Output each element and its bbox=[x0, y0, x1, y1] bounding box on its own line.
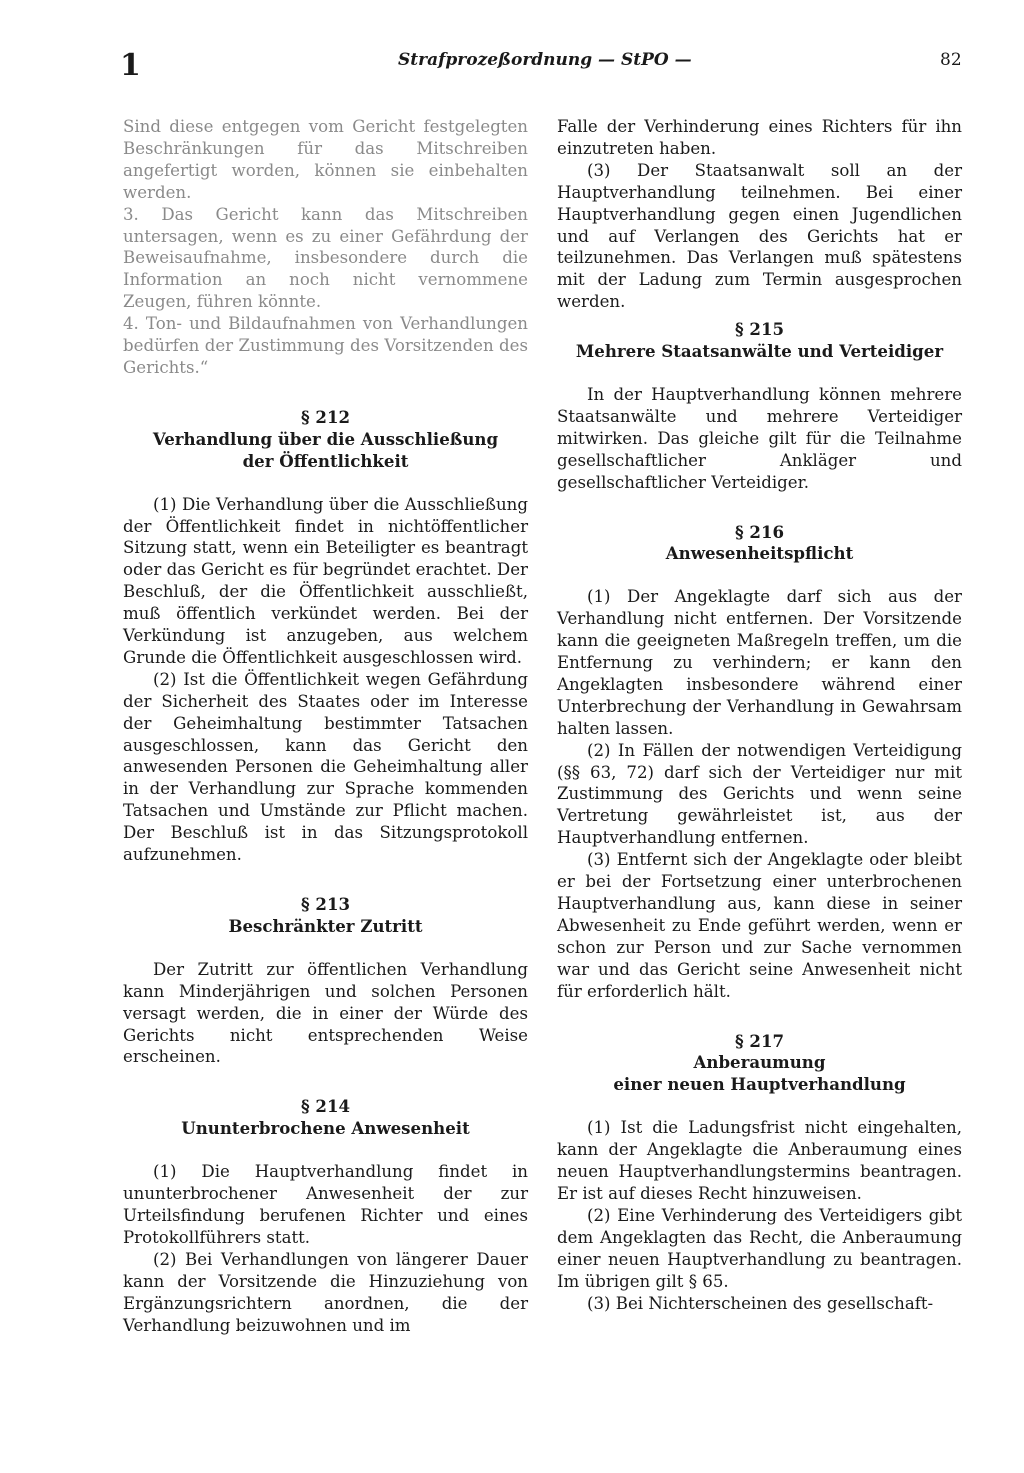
paragraph: (2) In Fällen der notwendigen Verteidigung (§§ 63, 72) darf sich der Verteidiger nur mit Zustimmung des Gerichts und wenn seine Vertretung gewährleistet ist, aus der Hauptverhandlung entfernen. bbox=[557, 740, 962, 848]
chapter-number: 1 bbox=[120, 48, 141, 83]
paragraph: 3. Das Gericht kann das Mitschreiben untersagen, wenn es zu einer Gefährdung der Beweisaufnahme, insbesondere durch die Information an noch nicht vernommene Zeugen, führen könnte. bbox=[123, 204, 528, 312]
paragraph: (2) Ist die Öffentlichkeit wegen Gefährdung der Sicherheit des Staates oder im Interesse der Geheimhaltung bestimmter Tatsachen ausgeschlossen, kann das Gericht den anwesenden Personen die Geheimhaltung aller in der Verhandlung zur Sprache kommenden Tatsachen und Umstände zur Pflicht machen. Der Beschluß ist in das Sitzungsprotokoll aufzunehmen. bbox=[123, 669, 528, 865]
section-number: § 215 bbox=[734, 319, 785, 340]
section-number: § 212 bbox=[300, 406, 351, 427]
paragraph: (3) Der Staatsanwalt soll an der Hauptverhandlung teilnehmen. Bei einer Hauptverhandlung gegen einen Jugendlichen und auf Verlangen des Gerichts hat er teilzunehmen. Das Verlangen muß spätestens mit der Ladung zum Termin ausgesprochen werden. bbox=[557, 160, 962, 312]
section-title: Ununterbrochene Anwesenheit bbox=[181, 1118, 470, 1139]
paragraph: 4. Ton- und Bildaufnahmen von Verhandlungen bedürfen der Zustimmung des Vorsitzenden des Gerichts.“ bbox=[123, 314, 528, 377]
running-title: Strafprozeßordnung — StPO — bbox=[398, 50, 692, 70]
section-number: § 213 bbox=[300, 894, 351, 914]
paragraph: In der Hauptverhandlung können mehrere Staatsanwälte und mehrere Verteidiger mitwirken. Das gleiche gilt für die Teilnahme gesellschaftlicher Ankläger und gesellschaftlicher Verteidiger. bbox=[557, 384, 962, 492]
section-number: § 216 bbox=[734, 521, 785, 542]
section-title: Anberaumung bbox=[693, 1052, 826, 1073]
section-title: Anwesenheitspflicht bbox=[665, 543, 854, 564]
section-title: einer neuen Hauptverhandlung bbox=[613, 1074, 906, 1095]
page-number: 82 bbox=[940, 50, 962, 70]
left-column bbox=[123, 116, 528, 1336]
right-column bbox=[557, 116, 962, 1314]
section-number: § 217 bbox=[734, 1030, 785, 1051]
paragraph: (1) Die Verhandlung über die Ausschließung der Öffentlichkeit findet in nichtöffentlicher Sitzung statt, wenn ein Beteiligter es beantragt oder das Gericht es für begründet erachtet. Der Beschluß, der die Öffentlichkeit ausschließt, muß öffentlich verkündet werden. Bei der Verkündung ist anzugeben, aus welchem Grunde die Öffentlichkeit ausgeschlossen wird. bbox=[123, 494, 528, 667]
section-number: § 214 bbox=[300, 1096, 351, 1117]
paragraph: (3) Bei Nichterscheinen des gesellschaft- bbox=[587, 1293, 934, 1313]
paragraph: (2) Bei Verhandlungen von längerer Dauer kann der Vorsitzende die Hinzuziehung von Ergänzungsrichtern anordnen, die der Verhandlung beizuwohnen und im bbox=[123, 1249, 528, 1335]
section-title: der Öffentlichkeit bbox=[242, 450, 409, 471]
paragraph: (3) Entfernt sich der Angeklagte oder bleibt er bei der Fortsetzung einer unterbrochenen Hauptverhandlung aus, kann diese in seiner Abwesenheit zu Ende geführt werden, wenn er schon zur Person und zur Sache vernommen war und das Gericht seine Anwesenheit nicht für erforderlich hält. bbox=[557, 850, 962, 1001]
section-title: Verhandlung über die Ausschließung bbox=[152, 428, 499, 449]
paragraph: (1) Die Hauptverhandlung findet in ununterbrochener Anwesenheit der zur Urteilsfindung berufenen Richter und eines Protokollführers statt. bbox=[123, 1162, 528, 1247]
section-title: Mehrere Staatsanwälte und Verteidiger bbox=[575, 341, 944, 362]
paragraph: (1) Ist die Ladungsfrist nicht eingehalten, kann der Angeklagte die Anberaumung eines neuen Hauptverhandlungstermins beantragen. Er ist auf dieses Recht hinzuweisen. bbox=[557, 1118, 962, 1203]
paragraph: Sind diese entgegen vom Gericht festgelegten Beschränkungen für das Mitschreiben angefertigt worden, können sie einbehalten werden. bbox=[123, 117, 528, 202]
paragraph: Der Zutritt zur öffentlichen Verhandlung kann Minderjährigen und solchen Personen versagt werden, die in einer der Würde des Gerichts nicht entsprechenden Weise erscheinen. bbox=[123, 959, 528, 1067]
section-title: Beschränkter Zutritt bbox=[228, 915, 423, 936]
paragraph: Falle der Verhinderung eines Richters für ihn einzutreten haben. bbox=[557, 117, 962, 158]
paragraph: (1) Der Angeklagte darf sich aus der Verhandlung nicht entfernen. Der Vorsitzende kann die geeigneten Maßregeln treffen, um die Entfernung zu verhindern; er kann den Angeklagten insbesondere während einer Unterbrechung der Verhandlung in Gewahrsam halten lassen. bbox=[557, 587, 962, 738]
paragraph: (2) Eine Verhinderung des Verteidigers gibt dem Angeklagten das Recht, die Anberaumung einer neuen Hauptverhandlung zu beantragen. Im übrigen gilt § 65. bbox=[557, 1205, 962, 1291]
